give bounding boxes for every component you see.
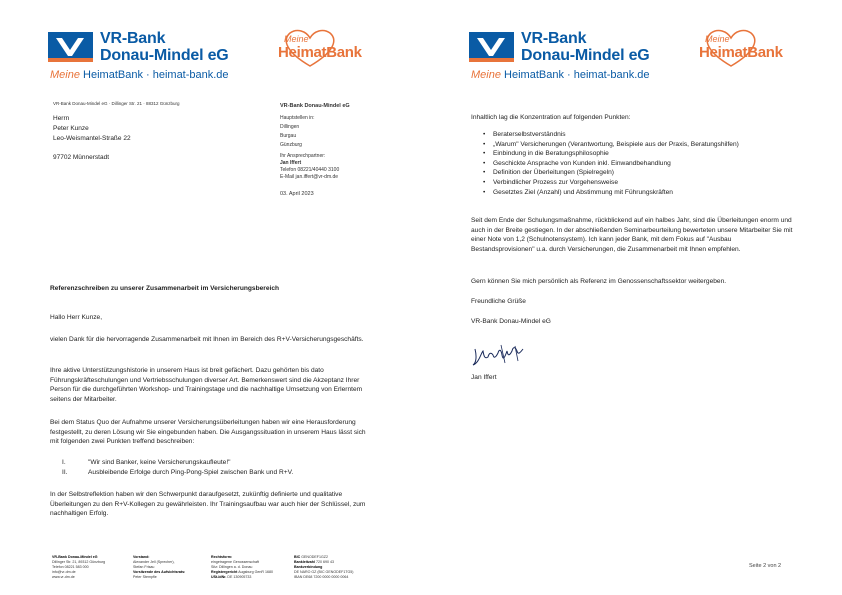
bank-name-line1: VR-Bank bbox=[100, 30, 166, 47]
bank-logo bbox=[48, 32, 248, 82]
letter-page-2 bbox=[421, 0, 842, 595]
list-item: • Verbindlicher Prozess zur Vorgehensweise bbox=[483, 178, 813, 188]
list-item: II. Ausbleibende Erfolge durch Ping-Pong-Spiel zwischen Bank und R+V. bbox=[62, 468, 294, 476]
vr-bank-logo-icon bbox=[48, 32, 93, 62]
problem-list bbox=[50, 458, 368, 477]
paragraph: Seit dem Ende der Schulungsmaßnahme, rückblickend auf ein halbes Jahr, sind die Überleitungen enorm und auch in der Breite gestiegen. In der abschließenden Seminarbeurteilung bewerteten unsere Mitarbeiter Sie mit einer Note von 1,2 (Schulnotensystem). Ich kann jeder Bank, mit dem Fokus auf "Ausbau Bestandsprovisionen" u.a. durch Versicherungen, die Zusammenarbeit mit Ihnen empfehlen. bbox=[471, 217, 793, 253]
footer-col-2: Vorstand: Alexander Jell (Sprecher), Stefan Frisau Vorsitzende des Aufsichtsrats: Peter Stempfle bbox=[133, 555, 186, 579]
closing-bank: VR-Bank Donau-Mindel eG bbox=[471, 318, 551, 325]
bank-logo: VR-Bank Donau-Mindel eG Meine HeimatBank · heimat-bank.de bbox=[471, 30, 650, 81]
greeting: Hallo Herr Kunze, bbox=[50, 314, 103, 321]
paragraph: Gern können Sie mich persönlich als Referenz im Genossenschaftssektor weitergeben. bbox=[471, 278, 727, 285]
heimatbank-badge: Meine HeimatBank bbox=[697, 26, 767, 72]
list-item: • Definition der Überleitungen (Spielregeln) bbox=[483, 168, 813, 178]
list-item: I. "Wir sind Banker, keine Versicherungskaufleute!" bbox=[62, 459, 231, 466]
letter-date: 03. April 2023 bbox=[280, 191, 314, 197]
vr-bank-logo-icon bbox=[469, 32, 514, 62]
signer-name: Jan Iffert bbox=[471, 374, 497, 381]
paragraph: In der Selbstreflektion haben wir den Schwerpunkt daraufgesetzt, zukünftig definierte und qualitative Überleitungen zu den R+V-Kollegen zu gewährleisten. Ihr Trainingsaufbau war auch hier der Schlüssel, zum nachhaltigen Erfolg. bbox=[50, 491, 366, 518]
subject-line: Referenzschreiben zu unserer Zusammenarbeit im Versicherungsbereich bbox=[50, 285, 280, 292]
paragraph: Bei dem Status Quo der Aufnahme unserer Versicherungsüberleitungen haben wir eine Herausforderung festgestellt, zu deren Lösung wir Sie eingebunden haben. Die Ausgangssituation in unserem Haus lässt sich mit folgenden zwei Punkten treffend beschreiben: bbox=[50, 419, 366, 446]
info-block: VR-Bank Donau-Mindel eG Hauptstellen in: Dillingen Burgau Günzburg Ihr Ansprechpartner: Jan Iffert Telefon 08221/40440 3100 E-Mail jan.iffert@vr-dm.de 03. April 2023 bbox=[280, 103, 350, 197]
intro-text: Inhaltlich lag die Konzentration auf folgenden Punkten: bbox=[471, 114, 631, 121]
closing: Freundliche Grüße bbox=[471, 298, 526, 305]
signature-icon bbox=[471, 343, 527, 369]
footer-col-4: BIC GENODEF1GZ2 Bankleitzahl 720 690 43 Bankverbindung DE NARO GZ (BIC GENODEF1TG5) IBAN DE68 7200 0000 0000 0064 bbox=[294, 555, 354, 579]
tagline: Meine HeimatBank · heimat-bank.de bbox=[50, 69, 229, 81]
list-item: • Gesetztes Ziel (Anzahl) und Abstimmung mit Führungskräften bbox=[483, 188, 813, 198]
list-item: • „Warum" Versicherungen (Verantwortung, Beispiele aus der Praxis, Beratungshilfen) bbox=[483, 140, 813, 150]
focus-list bbox=[471, 130, 813, 197]
sender-line: VR-Bank Donau-Mindel eG · Dillinger Str. 21 · 88312 Günzburg bbox=[53, 101, 180, 106]
paragraph: Ihre aktive Unterstützungshistorie in unserem Haus ist breit gefächert. Dazu gehörten bis dato Führungskräfteschulungen und Vertriebsschulungen diverser Art. Bemerkenswert sind die Akzeptanz Ihrer Person für die durchgeführten Workshop- und Trainingstage und die nachhaltige Umsetzung von Erlerntem seitens der Mitarbeiter. bbox=[50, 367, 363, 403]
heimatbank-badge: Meine HeimatBank bbox=[276, 26, 346, 72]
recipient-address: Herrn Peter Kunze Leo-Weismantel-Straße 22 97702 Münnerstadt bbox=[53, 115, 131, 161]
paragraph: vielen Dank für die hervorragende Zusammenarbeit mit Ihnen im Bereich des R+V-Versicherungsgeschäfts. bbox=[50, 336, 364, 343]
list-item: • Beraterselbstverständnis bbox=[483, 130, 813, 140]
page-number: Seite 2 von 2 bbox=[749, 563, 782, 569]
list-item: • Einbindung in die Beratungsphilosophie bbox=[483, 149, 813, 159]
bank-name-line2: Donau-Mindel eG bbox=[100, 47, 229, 64]
list-item: • Geschickte Ansprache von Kunden inkl. Einwandbehandlung bbox=[483, 159, 813, 169]
footer-col-1: VR-Bank Donau-Mindel eG Dillinger Str. 21, 89312 Günzburg Telefon 08221 583 000 info@vr-dm.de www.vr-dm.de bbox=[52, 555, 106, 579]
footer-col-3: Rechtsform: eingetragene Genossenschaft Sitz: Dillingen a. d. Donau Registergericht Augsburg GenR 1680 USt-IdNr. DE 130905733 bbox=[211, 555, 273, 579]
